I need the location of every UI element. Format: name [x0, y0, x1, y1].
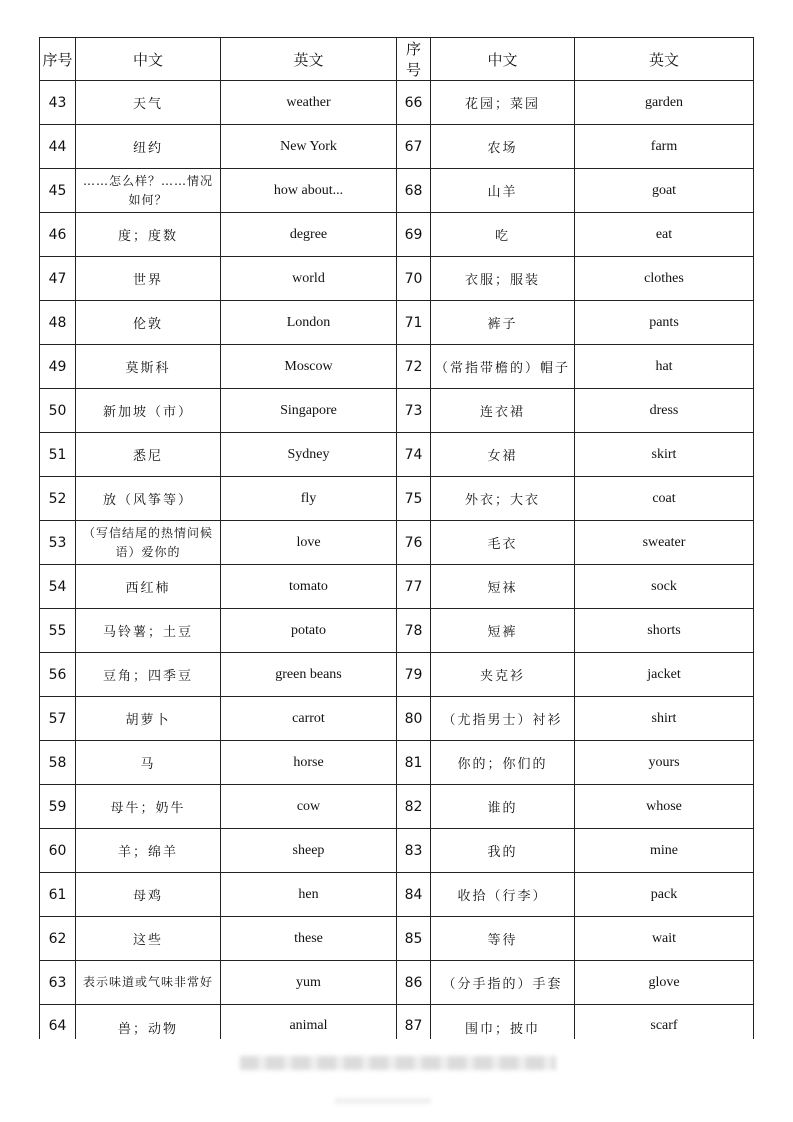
english-term-right: yours	[575, 741, 754, 785]
english-term-left: potato	[221, 609, 397, 653]
header-num-left: 序号	[40, 38, 76, 81]
english-term-right: skirt	[575, 433, 754, 477]
chinese-term-left: 马铃薯；土豆	[76, 609, 221, 653]
row-number-right: 78	[397, 609, 431, 653]
header-zh-left: 中文	[76, 38, 221, 81]
table-row	[40, 213, 754, 257]
english-term-right: pack	[575, 873, 754, 917]
english-term-left: New York	[221, 125, 397, 169]
table-row	[40, 345, 754, 389]
chinese-term-right: （尤指男士）衬衫	[431, 697, 575, 741]
row-number-left: 51	[40, 433, 76, 477]
english-term-left: Moscow	[221, 345, 397, 389]
chinese-term-right: 农场	[431, 125, 575, 169]
chinese-term-left: 放（风筝等）	[76, 477, 221, 521]
chinese-term-right: 外衣；大衣	[431, 477, 575, 521]
chinese-term-right: 收拾（行李）	[431, 873, 575, 917]
row-number-right: 83	[397, 829, 431, 873]
chinese-term-right: 连衣裙	[431, 389, 575, 433]
english-term-right: scarf	[575, 1005, 754, 1039]
chinese-term-left: 纽约	[76, 125, 221, 169]
row-number-left: 43	[40, 81, 76, 125]
english-term-left: green beans	[221, 653, 397, 697]
chinese-term-left: 这些	[76, 917, 221, 961]
english-term-right: coat	[575, 477, 754, 521]
table-row	[40, 697, 754, 741]
chinese-term-left: 伦敦	[76, 301, 221, 345]
row-number-right: 77	[397, 565, 431, 609]
row-number-right: 85	[397, 917, 431, 961]
row-number-right: 68	[397, 169, 431, 213]
chinese-term-left: 兽；动物	[76, 1005, 221, 1039]
table-row	[40, 257, 754, 301]
row-number-right: 73	[397, 389, 431, 433]
chinese-term-right: 我的	[431, 829, 575, 873]
chinese-term-left: 母牛；奶牛	[76, 785, 221, 829]
english-term-right: garden	[575, 81, 754, 125]
row-number-left: 44	[40, 125, 76, 169]
row-number-left: 53	[40, 521, 76, 565]
english-term-left: love	[221, 521, 397, 565]
english-term-right: sweater	[575, 521, 754, 565]
row-number-left: 63	[40, 961, 76, 1005]
row-number-left: 57	[40, 697, 76, 741]
header-row	[40, 38, 754, 81]
table-row	[40, 521, 754, 565]
english-term-right: jacket	[575, 653, 754, 697]
english-term-left: hen	[221, 873, 397, 917]
table-row	[40, 653, 754, 697]
table-row	[40, 917, 754, 961]
chinese-term-left: 胡萝卜	[76, 697, 221, 741]
row-number-right: 72	[397, 345, 431, 389]
row-number-left: 64	[40, 1005, 76, 1039]
chinese-term-right: 短袜	[431, 565, 575, 609]
english-term-left: these	[221, 917, 397, 961]
english-term-right: wait	[575, 917, 754, 961]
english-term-left: fly	[221, 477, 397, 521]
row-number-left: 56	[40, 653, 76, 697]
english-term-right: farm	[575, 125, 754, 169]
row-number-right: 87	[397, 1005, 431, 1039]
english-term-left: Sydney	[221, 433, 397, 477]
chinese-term-right: 衣服；服装	[431, 257, 575, 301]
english-term-left: tomato	[221, 565, 397, 609]
row-number-left: 49	[40, 345, 76, 389]
row-number-right: 66	[397, 81, 431, 125]
row-number-right: 79	[397, 653, 431, 697]
english-term-left: degree	[221, 213, 397, 257]
row-number-right: 76	[397, 521, 431, 565]
english-term-left: sheep	[221, 829, 397, 873]
row-number-left: 47	[40, 257, 76, 301]
chinese-term-left: 世界	[76, 257, 221, 301]
table-row	[40, 125, 754, 169]
chinese-term-left: 新加坡（市）	[76, 389, 221, 433]
table-row	[40, 785, 754, 829]
table-row	[40, 961, 754, 1005]
english-term-right: sock	[575, 565, 754, 609]
english-term-right: whose	[575, 785, 754, 829]
row-number-right: 67	[397, 125, 431, 169]
table-row	[40, 829, 754, 873]
row-number-left: 46	[40, 213, 76, 257]
chinese-term-right: 山羊	[431, 169, 575, 213]
english-term-right: pants	[575, 301, 754, 345]
row-number-right: 70	[397, 257, 431, 301]
chinese-term-right: （常指带檐的）帽子	[431, 345, 575, 389]
row-number-left: 60	[40, 829, 76, 873]
chinese-term-right: 谁的	[431, 785, 575, 829]
blurred-footer-mark	[335, 1098, 431, 1104]
english-term-left: weather	[221, 81, 397, 125]
table-row	[40, 1005, 754, 1039]
chinese-term-right: 你的；你们的	[431, 741, 575, 785]
chinese-term-left: 悉尼	[76, 433, 221, 477]
chinese-term-left: 马	[76, 741, 221, 785]
chinese-term-right: 吃	[431, 213, 575, 257]
chinese-term-right: 围巾；披巾	[431, 1005, 575, 1039]
chinese-term-right: 短裤	[431, 609, 575, 653]
header-num-right: 序号	[397, 38, 431, 81]
row-number-right: 84	[397, 873, 431, 917]
english-term-right: shorts	[575, 609, 754, 653]
row-number-left: 55	[40, 609, 76, 653]
english-term-left: Singapore	[221, 389, 397, 433]
row-number-left: 45	[40, 169, 76, 213]
row-number-left: 58	[40, 741, 76, 785]
row-number-right: 86	[397, 961, 431, 1005]
english-term-right: hat	[575, 345, 754, 389]
row-number-right: 75	[397, 477, 431, 521]
table-row	[40, 609, 754, 653]
table-row	[40, 873, 754, 917]
english-term-left: yum	[221, 961, 397, 1005]
chinese-term-right: 花园；菜园	[431, 81, 575, 125]
vocabulary-table	[39, 37, 754, 1039]
table-row	[40, 433, 754, 477]
chinese-term-right: 夹克衫	[431, 653, 575, 697]
english-term-right: dress	[575, 389, 754, 433]
header-en-right: 英文	[575, 38, 754, 81]
row-number-right: 81	[397, 741, 431, 785]
english-term-left: cow	[221, 785, 397, 829]
row-number-left: 62	[40, 917, 76, 961]
chinese-term-right: 女裙	[431, 433, 575, 477]
row-number-right: 80	[397, 697, 431, 741]
english-term-right: clothes	[575, 257, 754, 301]
table-row	[40, 389, 754, 433]
table-row	[40, 477, 754, 521]
row-number-left: 54	[40, 565, 76, 609]
chinese-term-left: 豆角；四季豆	[76, 653, 221, 697]
english-term-left: how about...	[221, 169, 397, 213]
blurred-footer-text	[240, 1056, 556, 1070]
english-term-right: glove	[575, 961, 754, 1005]
english-term-left: world	[221, 257, 397, 301]
table-row	[40, 301, 754, 345]
table-row	[40, 565, 754, 609]
row-number-right: 74	[397, 433, 431, 477]
chinese-term-right: 毛衣	[431, 521, 575, 565]
table-row	[40, 169, 754, 213]
english-term-right: eat	[575, 213, 754, 257]
chinese-term-right: （分手指的）手套	[431, 961, 575, 1005]
english-term-left: carrot	[221, 697, 397, 741]
table-row	[40, 741, 754, 785]
chinese-term-left: 表示味道或气味非常好	[76, 961, 221, 1005]
english-term-left: animal	[221, 1005, 397, 1039]
chinese-term-left: ……怎么样？……情况如何？	[76, 169, 221, 213]
chinese-term-left: 西红柿	[76, 565, 221, 609]
chinese-term-left: 度；度数	[76, 213, 221, 257]
row-number-right: 82	[397, 785, 431, 829]
row-number-left: 59	[40, 785, 76, 829]
chinese-term-left: 母鸡	[76, 873, 221, 917]
chinese-term-left: 羊；绵羊	[76, 829, 221, 873]
row-number-left: 50	[40, 389, 76, 433]
table-row	[40, 81, 754, 125]
row-number-right: 69	[397, 213, 431, 257]
chinese-term-left: （写信结尾的热情问候语）爱你的	[76, 521, 221, 565]
row-number-right: 71	[397, 301, 431, 345]
english-term-left: horse	[221, 741, 397, 785]
chinese-term-right: 裤子	[431, 301, 575, 345]
header-zh-right: 中文	[431, 38, 575, 81]
chinese-term-left: 莫斯科	[76, 345, 221, 389]
english-term-right: shirt	[575, 697, 754, 741]
english-term-right: mine	[575, 829, 754, 873]
row-number-left: 48	[40, 301, 76, 345]
chinese-term-left: 天气	[76, 81, 221, 125]
row-number-left: 61	[40, 873, 76, 917]
chinese-term-right: 等待	[431, 917, 575, 961]
english-term-left: London	[221, 301, 397, 345]
header-en-left: 英文	[221, 38, 397, 81]
english-term-right: goat	[575, 169, 754, 213]
row-number-left: 52	[40, 477, 76, 521]
